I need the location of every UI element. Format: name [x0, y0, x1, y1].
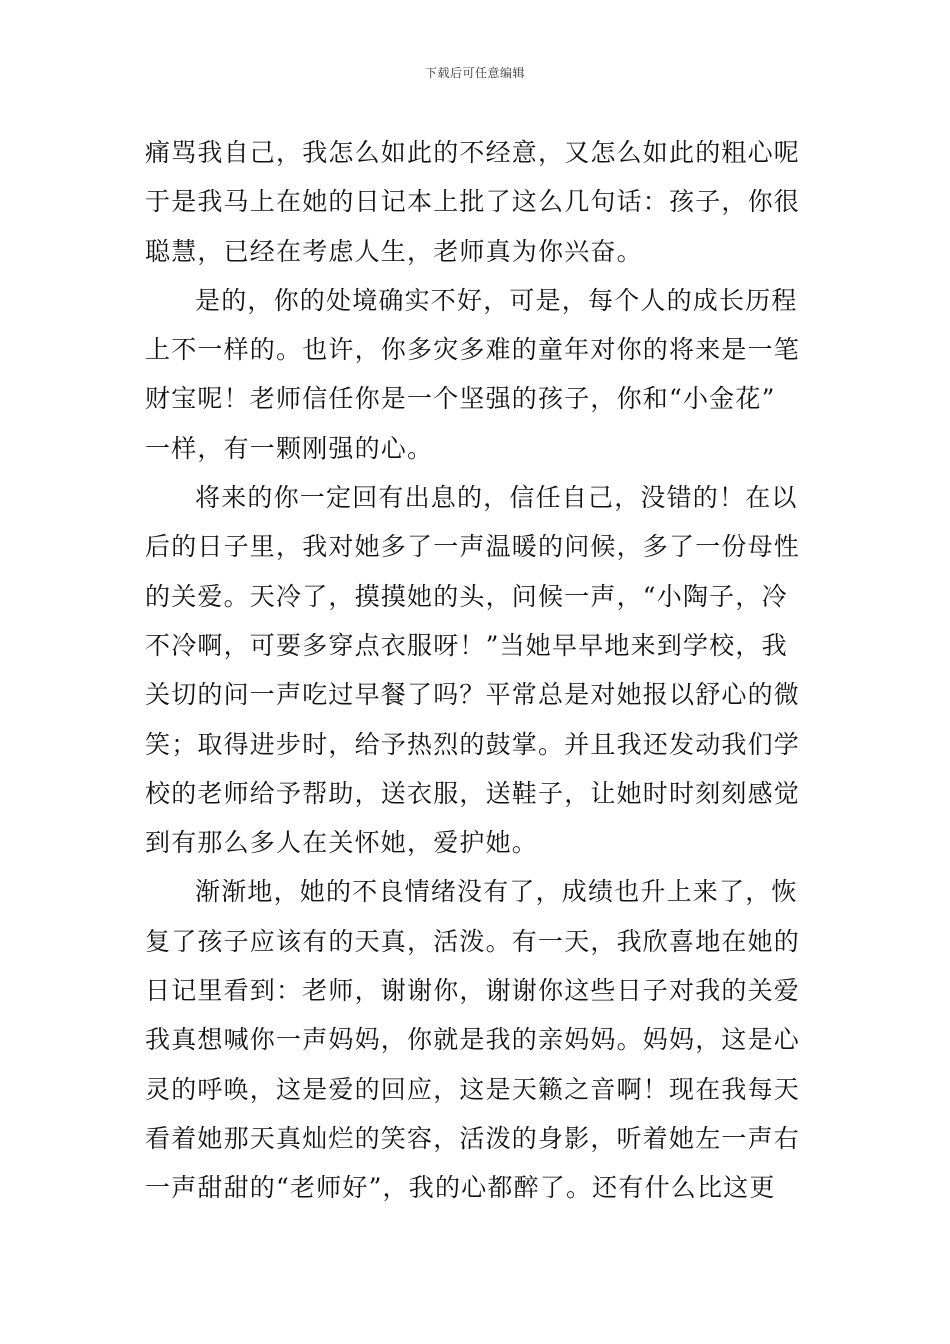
text-line: 一样，有一颗刚强的心。 [145, 433, 434, 463]
text-line: 灵的呼唤，这是爱的回应，这是天籁之音啊！现在我每天 [145, 1074, 801, 1104]
text-line: 不冷啊，可要多穿点衣服呀！”当她早早地来到学校，我 [145, 630, 788, 660]
text-line: 上不一样的。也许，你多灾多难的童年对你的将来是一笔 [145, 335, 801, 365]
text-line: 聪慧，已经在考虑人生，老师真为你兴奋。 [145, 236, 643, 266]
text-line: 我真想喊你一声妈妈，你就是我的亲妈妈。妈妈，这是心 [145, 1025, 801, 1055]
text-line: 笑；取得进步时，给予热烈的鼓掌。并且我还发动我们学 [145, 729, 801, 759]
text-line: 将来的你一定回有出息的，信任自己，没错的！在以 [195, 483, 798, 513]
text-line: 一声甜甜的“老师好”，我的心都醉了。还有什么比这更 [145, 1173, 776, 1203]
text-line: 后的日子里，我对她多了一声温暖的问候，多了一份母性 [145, 532, 801, 562]
text-line: 关切的问一声吃过早餐了吗？平常总是对她报以舒心的微 [145, 680, 801, 710]
text-line: 复了孩子应该有的天真，活泼。有一天，我欣喜地在她的 [145, 926, 801, 956]
text-line: 到有那么多人在关怀她，爱护她。 [145, 828, 539, 858]
text-line: 于是我马上在她的日记本上批了这么几句话：孩子，你很 [145, 187, 801, 217]
document-body [145, 128, 807, 1213]
text-line: 校的老师给予帮助，送衣服，送鞋子，让她时时刻刻感觉 [145, 778, 801, 808]
text-line: 痛骂我自己，我怎么如此的不经意，又怎么如此的粗心呢 [145, 138, 801, 167]
text-line: 财宝呢！老师信任你是一个坚强的孩子，你和“小金花” [145, 384, 776, 414]
text-line: 日记里看到：老师，谢谢你，谢谢你这些日子对我的关爱 [145, 976, 801, 1006]
text-line: 是的，你的处境确实不好，可是，每个人的成长历程 [195, 285, 798, 315]
text-line: 看着她那天真灿烂的笑容，活泼的身影，听着她左一声右 [145, 1123, 801, 1153]
page-header-note: 下载后可任意编辑 [424, 66, 525, 80]
text-line: 的关爱。天冷了，摸摸她的头，问候一声，“小陶子，冷 [145, 581, 788, 611]
text-line: 渐渐地，她的不良情绪没有了，成绩也升上来了，恢 [195, 877, 798, 907]
